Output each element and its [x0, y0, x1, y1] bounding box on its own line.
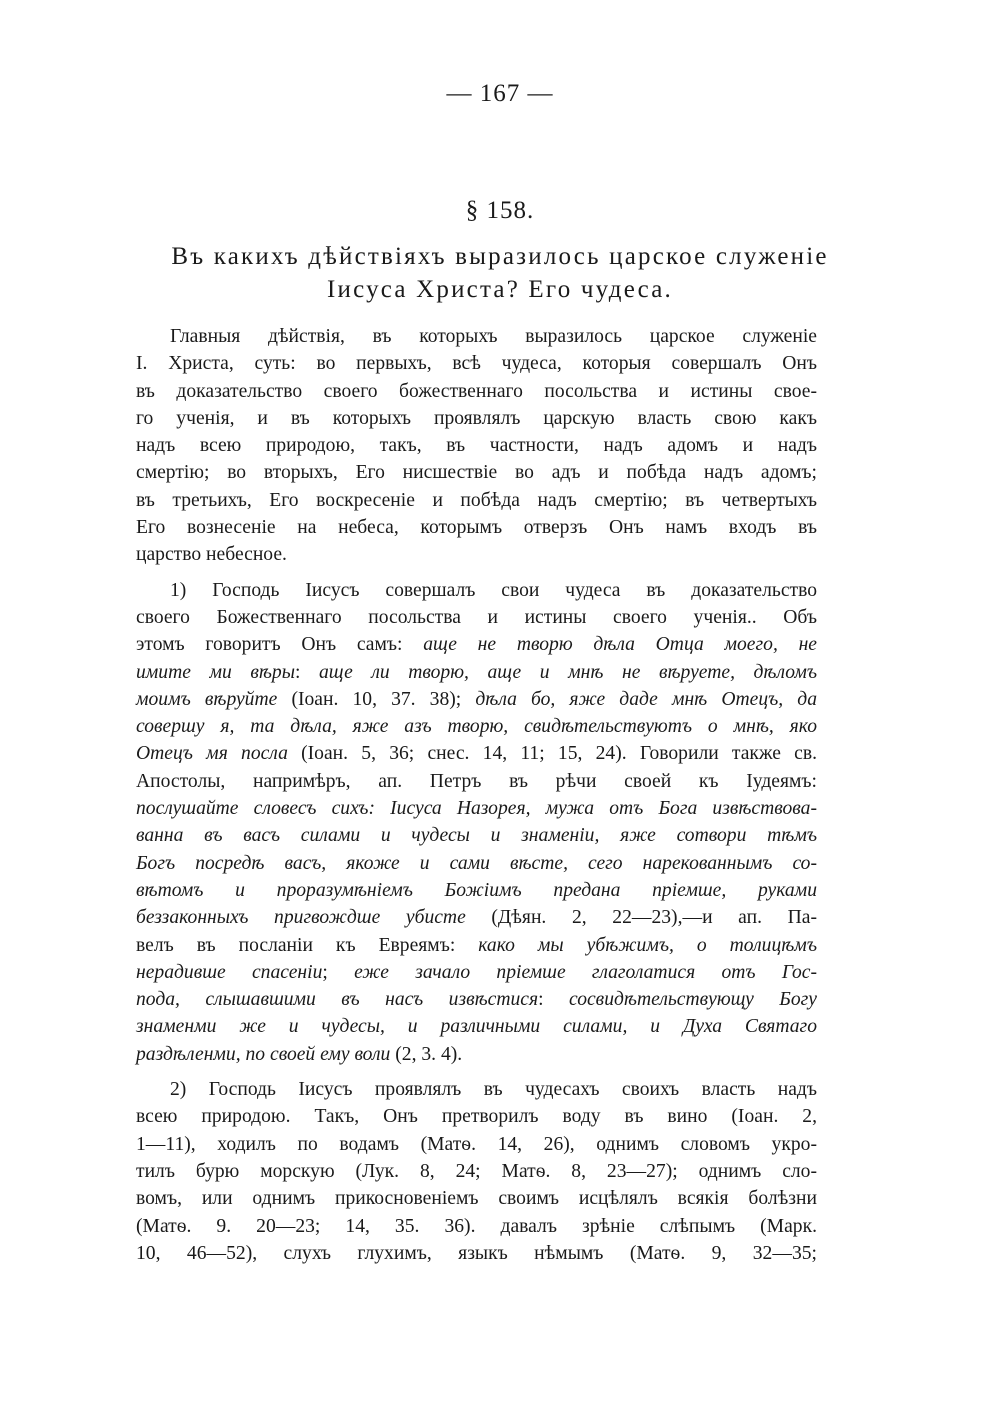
text-run: :	[538, 989, 569, 1011]
text-run: 10, 46—52), слухъ глухимъ, языкъ нѣмымъ (Матѳ. 9, 32—35;	[136, 1242, 817, 1264]
paragraph	[136, 577, 817, 1068]
paragraph-gap	[136, 1068, 817, 1076]
paragraph	[136, 1076, 817, 1267]
text-line	[136, 850, 817, 877]
text-line	[136, 1041, 817, 1068]
italic-quote: знаменми же и чудесы, и различными силами, и Духа Святаго	[136, 1016, 817, 1038]
text-line	[136, 405, 817, 432]
text-line	[136, 514, 817, 541]
text-run: Апостолы, напримѣръ, ап. Петръ въ рѣчи своей къ Іудеямъ:	[136, 770, 817, 792]
section-number: § 158.	[465, 197, 535, 224]
text-run: тилъ бурю морскую (Лук. 8, 24; Матѳ. 8, 23—27); однимъ сло-	[136, 1160, 817, 1182]
italic-quote: пода, слышавшими въ насъ извѣстися	[136, 989, 539, 1011]
text-line	[136, 1103, 817, 1130]
text-line	[136, 768, 817, 795]
page-number: — 167 —	[446, 80, 554, 107]
text-line	[136, 1240, 817, 1267]
italic-quote: аще не творю дѣла Отца моего, не	[423, 634, 817, 656]
text-run: всею природою. Такъ, Онъ претворилъ воду въ вино (Іоан. 2,	[136, 1106, 817, 1128]
text-run: вомъ, или однимъ прикосновеніемъ своимъ исцѣлялъ всякія болѣзни	[136, 1188, 817, 1210]
text-run: ;	[322, 961, 355, 983]
text-line	[136, 877, 817, 904]
italic-quote: совершу я, та дѣла, яже азъ творю, свидѣтельствуютъ о мнѣ, яко	[136, 716, 817, 738]
text-line	[136, 323, 817, 350]
text-run: въ доказательство своего божественнаго посольства и истины свое-	[136, 380, 817, 402]
italic-quote: нерадивше спасеніи	[136, 961, 323, 983]
text-line	[136, 686, 817, 713]
text-line	[136, 795, 817, 822]
text-line	[136, 604, 817, 631]
text-run: Главныя дѣйствія, въ которыхъ выразилось царское служеніе	[170, 326, 817, 347]
italic-quote: аще ли творю, аще и мнѣ не вѣруете, дѣломъ	[319, 661, 818, 683]
text-line	[136, 1185, 817, 1212]
text-run: въ третьихъ, Его воскресеніе и побѣда надъ смертію; въ четвертыхъ	[136, 489, 817, 511]
paragraph-gap	[136, 569, 817, 577]
text-run: надъ всею природою, такъ, въ частности, надъ адомъ и надъ	[136, 435, 817, 457]
text-line	[136, 822, 817, 849]
italic-quote: еже зачало пріемше глаголатися отъ Гос-	[354, 961, 817, 983]
italic-quote: раздѣленми, по своей ему воли	[136, 1043, 391, 1065]
text-line	[136, 986, 817, 1013]
section-title	[120, 240, 880, 306]
text-run: (2, 3. 4).	[390, 1043, 463, 1065]
text-run: (Матѳ. 9. 20—23; 14, 35. 36). давалъ зрѣніе слѣпымъ (Марк.	[136, 1215, 817, 1237]
italic-quote: ванна въ васъ силами и чудесы и знаменіи, яже сотвори тѣмъ	[136, 825, 817, 847]
text-run: :	[295, 661, 319, 683]
text-line	[136, 904, 817, 931]
italic-quote: беззаконныхъ пригвождше убисте	[136, 907, 466, 929]
text-run: го ученія, и въ которыхъ проявлялъ царскую власть свою какъ	[136, 407, 817, 429]
text-line	[136, 631, 817, 658]
text-line	[136, 1013, 817, 1040]
text-run: царство небесное.	[136, 544, 287, 566]
italic-quote: сосвидѣтельствующу Богу	[568, 989, 817, 1011]
text-run: Его вознесеніе на небеса, которымъ отверзъ Онъ намъ входъ въ	[136, 517, 817, 539]
text-line	[136, 350, 817, 377]
text-line	[136, 432, 817, 459]
section-title-line: Въ какихъ дѣйствіяхъ выразилось царское служеніе	[171, 243, 829, 270]
section-title-line: Іисуса Христа? Его чудеса.	[327, 276, 673, 303]
italic-quote: Богъ посредѣ васъ, якоже и сами вѣсте, сего нарекованнымъ со-	[136, 852, 817, 874]
text-run: 1—11), ходилъ по водамъ (Матѳ. 14, 26), однимъ словомъ укро-	[136, 1133, 817, 1155]
text-line	[136, 1158, 817, 1185]
text-run: этомъ говоритъ Онъ самъ:	[136, 634, 424, 656]
text-line	[136, 659, 817, 686]
text-line	[136, 487, 817, 514]
text-run: 1) Господь Іисусъ совершалъ свои чудеса въ доказательство	[170, 579, 817, 601]
text-run: смертію; во вторыхъ, Его нисшествіе во адъ и побѣда надъ адомъ;	[136, 462, 817, 484]
text-line	[136, 378, 817, 405]
text-line	[136, 1076, 817, 1103]
text-run: 2) Господь Іисусъ проявлялъ въ чудесахъ своихъ власть надъ	[170, 1079, 817, 1101]
italic-quote: Отецъ мя посла	[136, 743, 288, 765]
text-line	[136, 713, 817, 740]
italic-quote: послушайте словесъ сихъ: Іисуса Назорея, мужа отъ Бога извѣствова-	[136, 798, 817, 820]
text-run: своего Божественнаго посольства и истины своего ученія.. Объ	[136, 606, 817, 628]
text-line	[136, 541, 817, 568]
italic-quote: како мы убѣжимъ, о толицѣмъ	[478, 934, 817, 956]
text-run: І. Христа, суть: во первыхъ, всѣ чудеса, которыя совершалъ Онъ	[136, 353, 817, 375]
text-run: (Дѣян. 2, 22—23),—и ап. Па-	[465, 907, 817, 929]
paragraph	[136, 323, 817, 569]
italic-quote: дѣла бо, яже даде мнѣ Отецъ, да	[475, 688, 818, 710]
italic-quote: вѣтомъ и проразумѣніемъ Божіимъ предана пріемше, руками	[136, 879, 817, 901]
text-line	[136, 577, 817, 604]
italic-quote: моимъ вѣруйте	[136, 688, 278, 710]
text-line	[136, 459, 817, 486]
body-text	[136, 323, 817, 1267]
text-run: (Іоан. 5, 36; снес. 14, 11; 15, 24). Говорили также св.	[287, 743, 817, 765]
text-line	[136, 1131, 817, 1158]
text-run: (Іоан. 10, 37. 38);	[277, 688, 476, 710]
italic-quote: имите ми вѣры	[136, 661, 295, 683]
text-line	[136, 959, 817, 986]
text-line	[136, 1213, 817, 1240]
text-run: велъ въ посланіи къ Евреямъ:	[136, 934, 479, 956]
text-line	[136, 740, 817, 767]
text-line	[136, 932, 817, 959]
